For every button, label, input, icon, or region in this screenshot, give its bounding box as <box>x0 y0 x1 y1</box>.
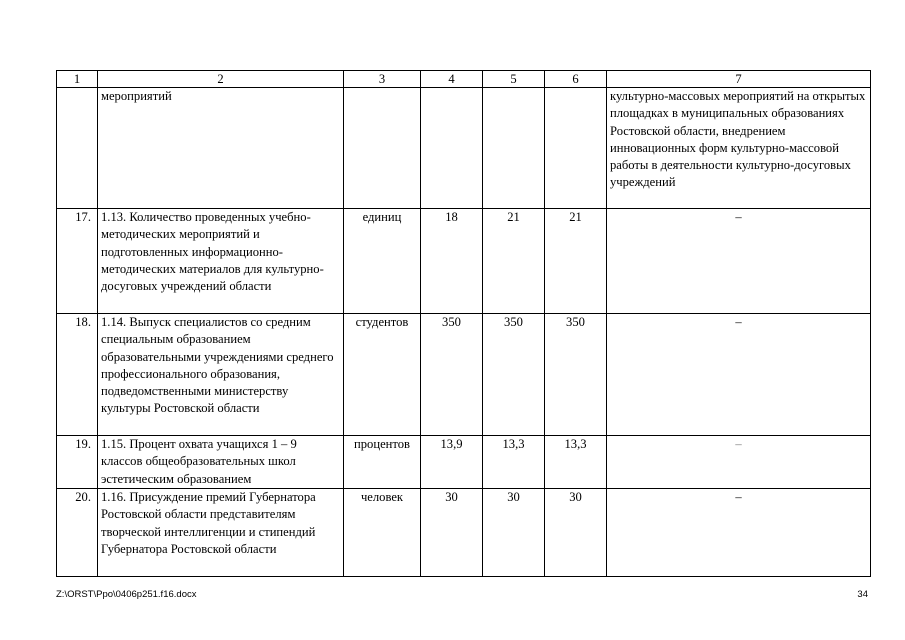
row-value-2: 21 <box>483 209 545 314</box>
row-note: – <box>607 436 871 489</box>
row-note: – <box>607 209 871 314</box>
header-col-4: 4 <box>421 71 483 88</box>
header-col-5: 5 <box>483 71 545 88</box>
row-indicator: 1.13. Количество проведенных учебно-методических мероприятий и подготовленных информационно-методических материалов для культурно-досуговых учреждений области <box>98 209 344 314</box>
row-value-3: 30 <box>545 489 607 577</box>
row-number: 18. <box>57 314 98 436</box>
header-col-2: 2 <box>98 71 344 88</box>
row-note: – <box>607 489 871 577</box>
table-row <box>57 489 871 577</box>
row-value-3: 13,3 <box>545 436 607 489</box>
table-row <box>57 88 871 209</box>
table-row <box>57 436 871 489</box>
row-value-2: 350 <box>483 314 545 436</box>
row-value-2: 13,3 <box>483 436 545 489</box>
row-unit: человек <box>344 489 421 577</box>
row-note: культурно-массовых мероприятий на открытых площадках в муниципальных образованиях Ростовской области, внедрением инновационных форм культурно-массовой работы в деятельности культурно-досуговых учреждений <box>607 88 871 209</box>
row-number: 19. <box>57 436 98 489</box>
row-value-1: 350 <box>421 314 483 436</box>
table-row <box>57 314 871 436</box>
row-indicator: 1.14. Выпуск специалистов со средним специальным образованием образовательными учреждениями среднего профессионального образования, подведомственными министерству культуры Ростовской области <box>98 314 344 436</box>
page-number: 34 <box>857 589 868 600</box>
row-value-3 <box>545 88 607 209</box>
header-col-3: 3 <box>344 71 421 88</box>
row-unit: студентов <box>344 314 421 436</box>
row-unit: процентов <box>344 436 421 489</box>
row-number: 20. <box>57 489 98 577</box>
table-row <box>57 209 871 314</box>
row-value-1: 13,9 <box>421 436 483 489</box>
row-number: 17. <box>57 209 98 314</box>
row-value-2: 30 <box>483 489 545 577</box>
header-col-7: 7 <box>607 71 871 88</box>
row-value-1: 18 <box>421 209 483 314</box>
row-indicator: 1.16. Присуждение премий Губернатора Ростовской области представителям творческой интеллигенции и стипендий Губернатора Ростовской области <box>98 489 344 577</box>
row-indicator: 1.15. Процент охвата учащихся 1 – 9 классов общеобразовательных школ эстетическим образованием <box>98 436 344 489</box>
row-value-3: 21 <box>545 209 607 314</box>
row-value-1 <box>421 88 483 209</box>
row-unit <box>344 88 421 209</box>
header-row <box>57 71 871 88</box>
row-note: – <box>607 314 871 436</box>
header-col-6: 6 <box>545 71 607 88</box>
row-number <box>57 88 98 209</box>
row-value-1: 30 <box>421 489 483 577</box>
footer-file-path: Z:\ORST\Ppo\0406p251.f16.docx <box>56 589 197 600</box>
row-value-3: 350 <box>545 314 607 436</box>
row-unit: единиц <box>344 209 421 314</box>
row-indicator: мероприятий <box>98 88 344 209</box>
row-value-2 <box>483 88 545 209</box>
data-table <box>56 70 871 577</box>
header-col-1: 1 <box>57 71 98 88</box>
